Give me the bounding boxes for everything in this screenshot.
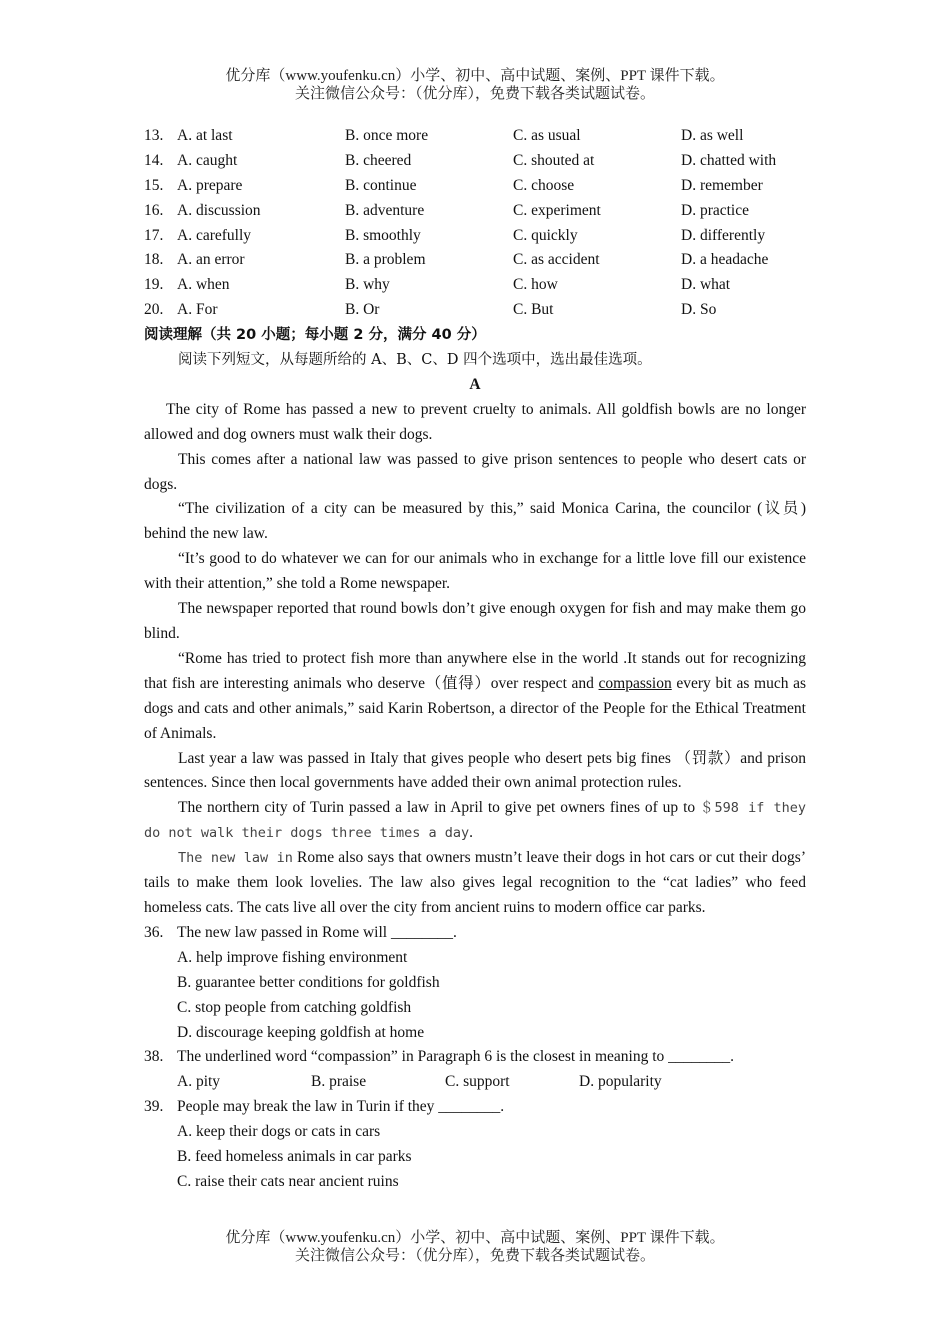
option-d: D. practice [681, 201, 749, 219]
option-row [144, 149, 806, 174]
cloze-options [144, 124, 806, 323]
question-number: 13. [144, 127, 164, 144]
question-number: 20. [144, 301, 164, 319]
answer-option: B. feed homeless animals in car parks [177, 1148, 412, 1166]
option-c: C. how [513, 276, 558, 294]
page-footer [0, 1229, 950, 1265]
passage-label: A [469, 375, 481, 393]
paragraph-text: “Rome has tried to protect fish more than anywhere else in the world .It stands out for recognizing that fish are interesting animals who deserve（值得）over respect and [144, 649, 806, 692]
passage-paragraph [144, 846, 806, 921]
option-a: A. caught [177, 151, 238, 169]
option-a: A. prepare [177, 176, 243, 194]
passage-paragraph: “It’s good to do whatever we can for our animals who in exchange for a little love fill our existence with their attention,” she told a Rome newspaper. [144, 550, 806, 593]
paragraph-text: The northern city of Turin passed a law in April to give pet owners fines of up to [178, 799, 701, 817]
section-title: 阅读理解（共 20 小题；每小题 2 分，满分 40 分） [144, 327, 486, 344]
option-b: B. adventure [345, 201, 425, 219]
question-stem: The underlined word “compassion” in Paragraph 6 is the closest in meaning to ________. [177, 1048, 735, 1066]
answer-option: C. raise their cats near ancient ruins [177, 1172, 399, 1190]
question-number: 38. [144, 1048, 164, 1066]
paragraph-text-mono: The new law in [178, 850, 293, 867]
question-number: 17. [144, 226, 164, 244]
option-c: C. quickly [513, 226, 578, 244]
option-a: A. For [177, 301, 218, 319]
option-d: D. differently [681, 226, 766, 244]
option-c: C. as accident [513, 251, 600, 269]
question-stem: People may break the law in Turin if they ________. [177, 1098, 505, 1116]
option-row [144, 124, 806, 149]
option-d: D. a headache [681, 251, 769, 269]
passage-paragraph: This comes after a national law was passed to give prison sentences to people who desert cats or dogs. [144, 450, 806, 493]
paragraph-text-mono: ＄598 if they do not walk their dogs three times a day [144, 800, 806, 842]
option-c: C. as usual [513, 127, 581, 144]
option-d: D. chatted with [681, 151, 777, 169]
option-c: C. But [513, 301, 554, 319]
passage-paragraph: Last year a law was passed in Italy that gives people who desert pets big fines （罚款）and prison sentences. Since then local governments have added their own animal protection rules. [144, 749, 806, 792]
passage-paragraph [144, 796, 806, 846]
option-row [144, 273, 806, 298]
option-d: D. as well [681, 127, 744, 144]
answer-option: A. keep their dogs or cats in cars [177, 1123, 381, 1141]
answer-options-row [144, 1070, 806, 1095]
header-line-1: 优分库（www.youfenku.cn）小学、初中、高中试题、案例、PPT 课件下载。 [225, 68, 725, 84]
question-number: 18. [144, 251, 164, 269]
question-number: 14. [144, 151, 164, 169]
option-row [144, 248, 806, 273]
question-stem: The new law passed in Rome will ________. [177, 923, 457, 941]
option-a: A. when [177, 276, 230, 294]
question [144, 1095, 806, 1195]
question-number: 19. [144, 276, 164, 294]
question-number: 16. [144, 201, 164, 219]
option-b: B. a problem [345, 251, 426, 269]
answer-option: A. pity [177, 1073, 221, 1091]
paragraph-text: Rome also says that owners mustn’t leave their dogs in hot cars or cut their dogs’ tails to make them look lovelies. The law also gives legal recognition to the “cat ladies” who feed homeless cats. The cats live all over the city from ancient ruins to modern office car parks. [144, 849, 806, 916]
option-row [144, 199, 806, 224]
question-number: 39. [144, 1098, 164, 1116]
answer-option: C. support [445, 1073, 510, 1091]
option-a: A. at last [177, 127, 233, 144]
footer-line-2: 关注微信公众号：（优分库），免费下载各类试题试卷。 [294, 1248, 655, 1264]
option-a: A. an error [177, 251, 245, 269]
section-instruction: 阅读下列短文，从每题所给的 A、B、C、D 四个选项中，选出最佳选项。 [178, 352, 652, 369]
header-line-2: 关注微信公众号：（优分库），免费下载各类试题试卷。 [294, 86, 655, 102]
paragraph-text: . [469, 824, 473, 842]
page-header [0, 67, 950, 103]
option-c: C. shouted at [513, 151, 595, 169]
exam-page [144, 124, 806, 1195]
option-row [144, 224, 806, 249]
passage-paragraph: The newspaper reported that round bowls don’t give enough oxygen for fish and may make them go blind. [144, 600, 806, 642]
passage-paragraph: “The civilization of a city can be measured by this,” said Monica Carina, the councilor (议员) behind the new law. [144, 500, 806, 543]
option-d: D. remember [681, 176, 763, 194]
option-b: B. Or [345, 301, 380, 319]
answer-option: B. guarantee better conditions for goldfish [177, 973, 440, 991]
footer-line-1: 优分库（www.youfenku.cn）小学、初中、高中试题、案例、PPT 课件下载。 [225, 1230, 725, 1246]
option-b: B. why [345, 276, 390, 294]
option-a: A. carefully [177, 226, 252, 244]
option-c: C. choose [513, 176, 575, 194]
paragraph-text: every bit as much as dogs and cats and other animals,” said Karin Robertson, a director of the People for the Ethical Treatment of Animals. [144, 674, 807, 742]
question-number: 36. [144, 923, 164, 941]
answer-option: D. popularity [579, 1073, 662, 1091]
option-d: D. what [681, 276, 731, 294]
question-number: 15. [144, 176, 164, 194]
passage-paragraph [144, 647, 806, 747]
question [144, 921, 806, 1046]
answer-option: A. help improve fishing environment [177, 948, 408, 966]
option-a: A. discussion [177, 201, 261, 219]
underlined-word: compassion [598, 674, 672, 692]
option-c: C. experiment [513, 201, 601, 219]
answer-option: B. praise [311, 1073, 367, 1091]
option-b: B. continue [345, 176, 417, 194]
option-b: B. smoothly [345, 226, 421, 244]
option-row [144, 298, 806, 323]
question [144, 1045, 806, 1095]
option-b: B. once more [345, 127, 429, 144]
option-row [144, 174, 806, 199]
passage-paragraph: The city of Rome has passed a new to prevent cruelty to animals. All goldfish bowls are no longer allowed and dog owners must walk their dogs. [144, 400, 806, 443]
option-d: D. So [681, 301, 717, 319]
option-b: B. cheered [345, 151, 412, 169]
answer-option: C. stop people from catching goldfish [177, 998, 412, 1016]
answer-option: D. discourage keeping goldfish at home [177, 1023, 425, 1041]
